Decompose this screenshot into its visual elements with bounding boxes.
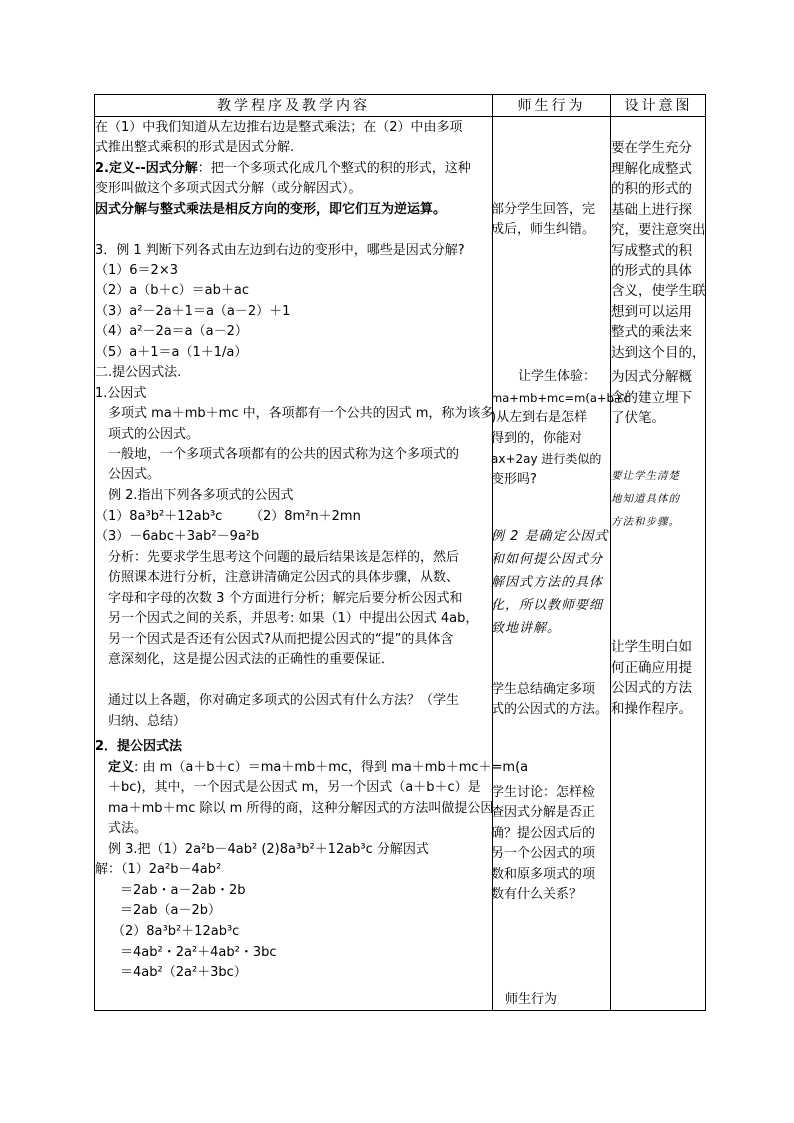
solution-line: ＝2ab・a－2ab・2b bbox=[120, 883, 246, 898]
teacher-student-note: 让学生体验： bbox=[518, 369, 597, 384]
method-definition: ＋bc)，其中，一个因式是公因式 m，另一个因式（a＋b＋c）是 bbox=[108, 780, 481, 795]
example-3-title: 例 3.把（1）2a²b－4ab² (2)8a³b²＋12ab³c 分解因式 bbox=[108, 842, 429, 857]
design-intent-line: 要让学生清楚 bbox=[611, 470, 680, 482]
teacher-student-note: 确？提公因式后的 bbox=[491, 826, 596, 841]
teacher-student-note: 式的公因式的方法。 bbox=[491, 702, 609, 717]
design-intent-line: 和操作程序。 bbox=[611, 701, 692, 717]
design-intent-line: 理解化成整式 bbox=[611, 161, 692, 177]
teacher-student-note: 数有什么关系？ bbox=[491, 887, 583, 902]
teacher-student-note: ax+2ay 进行类似的 bbox=[491, 452, 602, 466]
definition-line: 变形叫做这个多项式因式分解（或分解因式）。 bbox=[95, 181, 362, 196]
example-1-item: （4）a²－2a＝a（a－2） bbox=[95, 324, 248, 339]
common-factor-text: 多项式 ma＋mb＋mc 中，各项都有一个公共的因式 m，称为该多 bbox=[108, 406, 494, 421]
example-1-item: （3）a²－2a＋1＝a（a－2）＋1 bbox=[95, 304, 291, 319]
example-2-item: （3）－6abc＋3ab²－9a²b bbox=[95, 529, 260, 544]
design-intent-line: 念的建立埋下 bbox=[611, 390, 692, 406]
design-intent-line: 公因式的方法 bbox=[611, 680, 692, 696]
design-intent-line: 达到这个目的， bbox=[611, 345, 706, 361]
teacher-student-note: 另一个公因式的项 bbox=[491, 846, 596, 861]
example-1-item: （5）a＋1＝a（1＋1/a） bbox=[95, 345, 248, 360]
teacher-student-note: 得到的，你能对 bbox=[491, 431, 583, 446]
design-intent-line: 为因式分解概 bbox=[611, 369, 692, 385]
solution-line: （2）8a³b²＋12ab³c bbox=[112, 924, 240, 939]
inverse-statement: 因式分解与整式乘法是相反方向的变形，即它们互为逆运算。 bbox=[95, 202, 447, 217]
question-text: 通过以上各题，你对确定多项式的公因式有什么方法？（学生 bbox=[108, 693, 460, 708]
teacher-student-note: )从左到右是怎样 bbox=[491, 410, 588, 425]
teacher-student-note: 数和原多项式的项 bbox=[491, 867, 596, 882]
example-2-item: （1）8a³b²＋12ab³c bbox=[95, 509, 223, 524]
example-2-item: （2）8m²n＋2mn bbox=[250, 509, 361, 524]
example-1-title: 3．例 1 判断下列各式由左边到右边的变形中，哪些是因式分解? bbox=[95, 243, 465, 258]
teacher-student-note: 和如何提公因式分 bbox=[491, 552, 604, 567]
header-content: 教学程序及教学内容 bbox=[217, 98, 370, 114]
solution-line: 解：（1）2a²b－4ab² bbox=[95, 862, 222, 877]
teacher-student-note: 解因式方法的具体 bbox=[491, 575, 604, 590]
design-intent-line: 何正确应用提 bbox=[611, 660, 692, 676]
question-text: 归纳、总结） bbox=[108, 714, 187, 729]
design-intent-line: 写成整式的积 bbox=[611, 243, 692, 259]
intro-line: 在（1）中我们知道从左边推右边是整式乘法；在（2）中由多项 bbox=[95, 120, 463, 135]
design-intent-line: 究，要注意突出 bbox=[611, 222, 706, 238]
analysis-text: 分析：先要求学生思考这个问题的最后结果该是怎样的，然后 bbox=[108, 550, 460, 565]
design-intent-line: 含义，使学生联 bbox=[611, 283, 706, 299]
teacher-student-note: 查因式分解是否正 bbox=[491, 805, 596, 820]
design-intent-line: 的积的形式的 bbox=[611, 181, 692, 197]
example-2-title: 例 2.指出下列各多项式的公因式 bbox=[108, 488, 294, 503]
common-factor-text: 项式的公因式。 bbox=[108, 427, 200, 442]
header-design-intent: 设计意图 bbox=[624, 98, 693, 114]
example-1-item: （1）6＝2×3 bbox=[95, 263, 178, 278]
method-definition: 定义: 由 m（a＋b＋c）＝ma＋mb＋mc，得到 ma＋mb＋mc＋=m(a bbox=[108, 760, 529, 775]
design-intent-line: 基础上进行探 bbox=[611, 202, 692, 218]
common-factor-text: 一般地，一个多项式各项都有的公共的因式称为这个多项式的 bbox=[108, 447, 460, 462]
teacher-student-note: 学生总结确定多项 bbox=[491, 682, 596, 697]
teacher-student-note: 成后，师生纠错。 bbox=[491, 222, 596, 237]
teacher-student-note: 变形吗? bbox=[491, 472, 537, 487]
solution-line: ＝4ab²（2a²＋3bc） bbox=[120, 965, 247, 980]
analysis-text: 仿照课本进行分析，注意讲清确定公因式的具体步骤，从数、 bbox=[108, 570, 460, 585]
design-intent-line: 整式的乘法来 bbox=[611, 324, 692, 340]
design-intent-line: 的形式的具体 bbox=[611, 263, 692, 279]
design-intent-line: 让学生明白如 bbox=[611, 639, 692, 655]
design-intent-line: 想到可以运用 bbox=[611, 304, 692, 320]
intro-line: 式推出整式乘积的形式是因式分解. bbox=[95, 140, 295, 155]
teacher-student-note: 例 2 是确定公因式 bbox=[491, 529, 609, 544]
analysis-text: 字母和字母的次数 3 个方面进行分析；解完后要分析公因式和 bbox=[108, 591, 463, 606]
teacher-student-footer: 师生行为 bbox=[505, 992, 558, 1007]
analysis-text: 意深刻化，这是提公因式法的正确性的重要保证． bbox=[108, 652, 395, 667]
teacher-student-note: 化，所以教师要细 bbox=[491, 598, 604, 613]
subsection-common-factor: 1.公因式 bbox=[95, 386, 147, 401]
method-definition: ma＋mb＋mc 除以 m 所得的商，这种分解因式的方法叫做提公因 bbox=[108, 801, 494, 816]
definition-line: 2.定义--因式分解：把一个多项式化成几个整式的积的形式，这种 bbox=[95, 161, 471, 176]
common-factor-text: 公因式。 bbox=[108, 467, 161, 482]
design-intent-line: 方法和步骤。 bbox=[611, 516, 680, 528]
subsection-method: 2．提公因式法 bbox=[95, 739, 183, 754]
section-2-title: 二.提公因式法. bbox=[95, 365, 182, 380]
design-intent-line: 了伏笔。 bbox=[611, 410, 665, 426]
example-1-item: （2）a（b＋c）＝ab＋ac bbox=[95, 283, 249, 298]
header-teacher-student: 师生行为 bbox=[517, 98, 586, 114]
definition-title: 2.定义--因式分解 bbox=[95, 161, 198, 176]
teacher-student-note: 致地讲解。 bbox=[491, 621, 562, 636]
teacher-student-note: 学生讨论：怎样检 bbox=[491, 785, 596, 800]
analysis-text: 另一个因式之间的关系，并思考: 如果（1）中提出公因式 4ab， bbox=[108, 611, 479, 626]
design-intent-line: 地知道具体的 bbox=[611, 493, 680, 505]
solution-line: ＝2ab（a－2b） bbox=[120, 903, 221, 918]
analysis-text: 另一个因式是否还有公因式?从而把提公因式的“提”的具体含 bbox=[108, 632, 454, 647]
teacher-student-note: ma+mb+mc=m(a+b+c bbox=[491, 391, 630, 405]
design-intent-line: 要在学生充分 bbox=[611, 140, 692, 156]
method-definition: 式法。 bbox=[108, 821, 148, 836]
solution-line: ＝4ab²・2a²＋4ab²・3bc bbox=[120, 945, 277, 960]
teacher-student-note: 部分学生回答，完 bbox=[491, 202, 596, 217]
